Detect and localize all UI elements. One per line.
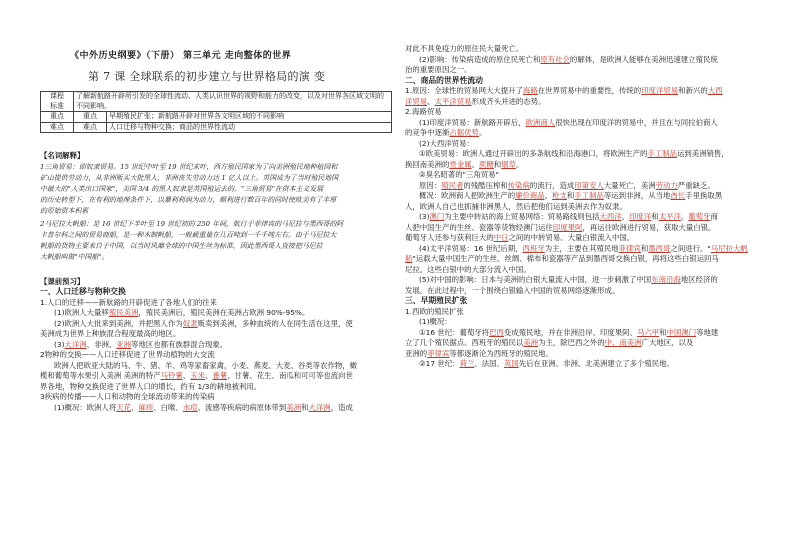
- s1-3: 3疾病的传播——人口和动物的全球流动带来的传染病: [40, 392, 215, 401]
- s2-2h: 概况：欧洲商人把欧洲生产的廉价商品、枪支和手工制品等运到非洲，从当地酋长手里换取黑: [419, 191, 723, 200]
- difficulty-label: 难点: [41, 122, 74, 133]
- s3-1d: 亚洲的菲律宾等都逐渐沦为西班牙的殖民地。: [405, 348, 553, 358]
- section-1-heading: 一、人口迁移与物种交换: [40, 287, 126, 296]
- s2-2g: 原因：殖民者的残酷压榨和传染病的流行，造成印第安人大量死亡，美洲劳动力严重缺乏。: [419, 180, 715, 190]
- standard-text: 了解新航路开辟所引发的全球性流动、人类认识世界的视野和能力的改变，以及对世界各区域文明的不同影响。: [74, 92, 392, 112]
- term-triangle-trade: 1三角贸易：即奴隶贸易。15 世纪中叶至 19 世纪末叶，西方殖民国家为了向美洲殖民地种植园和 矿山提供劳动力，从非洲贩买大批黑人，非洲丧失劳动力达 1 亿人以上。英国成为了当时殖民地国 中最大的"人类出口国家"，美国 3/4 的黑人奴隶是英国殖运去的。"三角贸易"在资本主义发展 的历史转型下，在有利的地理条件下，以暴利利润为动力，顺利进行数百年的同时使欧美有了丰厚 的原始资本积累: [40, 162, 339, 215]
- terms-heading: 【名词解释】: [40, 151, 85, 160]
- difficulty-text: 人口迁移与物种交换；商品的世界性流动: [107, 122, 392, 133]
- s1-1b: (2)欧洲人大批来到美洲，并把黑人作为奴隶贩卖到美洲，多种血统的人在同生活在这里，使: [54, 318, 353, 328]
- left-column: [40, 151, 388, 413]
- s2-2q: 发展。在此过程中，一个围绕白银输入中国的贸易网络逐渐形成。: [405, 285, 620, 295]
- s1-3a: (1)概况：欧洲人将天花、麻疹、白喉、水痘、流感等疾病的病原体带到美洲和大洋洲，造成: [54, 402, 353, 412]
- s1-2b: 榄和葡萄等水果引入美洲 美洲的特产马铃薯、玉米、番薯、甘薯、花生、南瓜和可可等也流向世: [40, 371, 353, 380]
- s2-2l: 葡萄牙人还参与获利巨大的中日之间的中转贸易。大量白银流入中国。: [405, 233, 635, 242]
- r1: 对此不具免疫力的原住民大量死亡。: [405, 44, 524, 53]
- term-manila-galleon: 2马尼拉大帆船：是 16 世纪下半叶至 19 世纪初的 250 年间，航行于菲律宾的马尼拉与墨西哥的阿 卡普尔科之间的贸易商船，是一种木制帆船，一般载重量在几百吨到一千千吨左右。由于马尼拉大 帆船的货物主要来自于中国，以当时风靡全球的中国生丝为标准，因此墨西哥人直接把马尼拉 大帆船叫做"中国船"。: [40, 219, 344, 261]
- s2-2m: (4)太平洋贸易：16 世纪后期，西班牙为主，主要在其殖民地菲律宾和墨西哥之间进行。"马尼拉大帆: [419, 243, 748, 253]
- preview-heading: 【课前预习】: [40, 276, 85, 286]
- s2-1b: 洋贸易、太平洋贸易形成齐头并进的态势。: [405, 96, 546, 106]
- s2-2a: (1)印度洋贸易：新航路开辟后，欧洲商人很快出现在印度洋的贸易中，并且在与同拉伯商人: [419, 117, 718, 127]
- curriculum-table: [40, 91, 392, 133]
- r2: (2)影响：传染病造成的原住民死亡和原有社会的解体，是欧洲人能够在美洲迅速建立殖民统: [419, 54, 718, 64]
- s2-2o: 尼拉。这些白银中的大部分流入中国。: [405, 264, 531, 274]
- lesson-title: 第 7 课 全球联系的初步建立与世界格局的演 变: [88, 70, 326, 83]
- s2-2f: ②臭名昭著的"三角贸易": [419, 170, 499, 179]
- s1-1c: (3)大洋洲、非洲、亚洲等地区也都有族群混合现象。: [54, 339, 228, 349]
- s2-2p: (5)对中国的影响：日本与美洲的白银大量流入中国，进一步刺激了中国东南沿海地区经济的: [419, 275, 718, 284]
- s1-2: 2物种的交换——人口迁移促进了世界动植物的大交流: [40, 350, 215, 359]
- key-sub: 重点: [74, 112, 107, 123]
- section-2-heading: 二、商品的世界性流动: [405, 75, 483, 85]
- r2b: 治的重要原因之一。: [405, 65, 472, 74]
- document-title: 《中外历史纲要》（下册） 第三单元 走向整体的世界: [70, 51, 292, 61]
- s3-1a: (1)概况：: [419, 317, 452, 326]
- key-text: 早期殖民扩张；新航路开辟对世界各文明区域的不同影响: [107, 112, 392, 123]
- s1-1: 1.人口的迁移——新航路的开辟促进了各地人们的往来: [40, 297, 218, 307]
- s3-1b: ①16 世纪：葡萄牙将巴西变成殖民地，并在非洲沿岸、印度果阿、马六甲和中国澳门等地建: [419, 327, 719, 337]
- s2-2i: 人，欧洲人自己也抓捕非洲黑人，然后把他们运到美洲去作为奴隶。: [405, 201, 627, 211]
- difficulty-sub: 难点: [74, 122, 107, 133]
- s1-1b2: 美洲成为世界上种族混合程度最高的地区。: [40, 329, 181, 338]
- key-label: 重点: [41, 112, 74, 123]
- s2-2: 2.海路贸易: [405, 107, 442, 116]
- standard-label: 课程 标准: [41, 92, 74, 112]
- s1-2a: 欧洲人把欧亚大陆的马、牛、猪、羊、鸡等家畜家禽，小麦、燕麦、大麦、谷类等农作物，橄: [54, 360, 358, 370]
- section-3-heading: 三、早期殖民扩张: [405, 296, 468, 305]
- s2-2n: 船"运载大量中国生产的生丝、丝绸、棉布和瓷器等产品到墨西哥交换白银，再将这些白银运回马: [405, 254, 719, 263]
- right-column: [405, 44, 757, 370]
- s1-1a: (1)欧洲人大量移殖民美洲，殖民美洲后，殖民美洲在美洲占欧洲 90%-95%。: [54, 308, 310, 317]
- s2-1: 1.原因：全球性的贸易网大大提升了海路在世界贸易中的重要性，传统的印度洋贸易和新兴的大西: [405, 86, 723, 95]
- s2-2b: 的竞争中逐渐占据优势。: [405, 128, 487, 137]
- s2-2e: 换回南美洲的贵金属、蔗糖和烟草。: [405, 159, 524, 169]
- s1-2c: 界各地，物种交换促进了世界人口的增长，约有 1/3的耕地被利用。: [40, 381, 262, 391]
- s2-2d: ①欧美贸易：欧洲人通过开辟出的多条航线和沿海港口，将欧洲生产的手工制品运到美洲销售，: [419, 149, 729, 158]
- s2-2j: (3)澳门为主要中转站的海上贸易网络：贸易路线则包括大西洋、印度洋和太平洋。葡萄牙商: [419, 212, 718, 221]
- s2-2c: (2)大西洋贸易：: [419, 138, 474, 148]
- s2-2k: 人把中国生产的生丝、瓷器等货物经澳门运往印度果阿，再运往欧洲进行贸易，获取大量白银。: [405, 222, 716, 232]
- s3-1e: ②17 世纪：荷兰、法国、英国先后在亚洲、非洲、北美洲建立了多个殖民地。: [419, 359, 674, 368]
- s3-1: 1.西欧的殖民扩张: [405, 306, 464, 316]
- s3-1c: 立了几个殖民据点。西班牙的殖民以美洲为主，除巴西之外的中、南美洲广大地区，以及: [405, 338, 694, 347]
